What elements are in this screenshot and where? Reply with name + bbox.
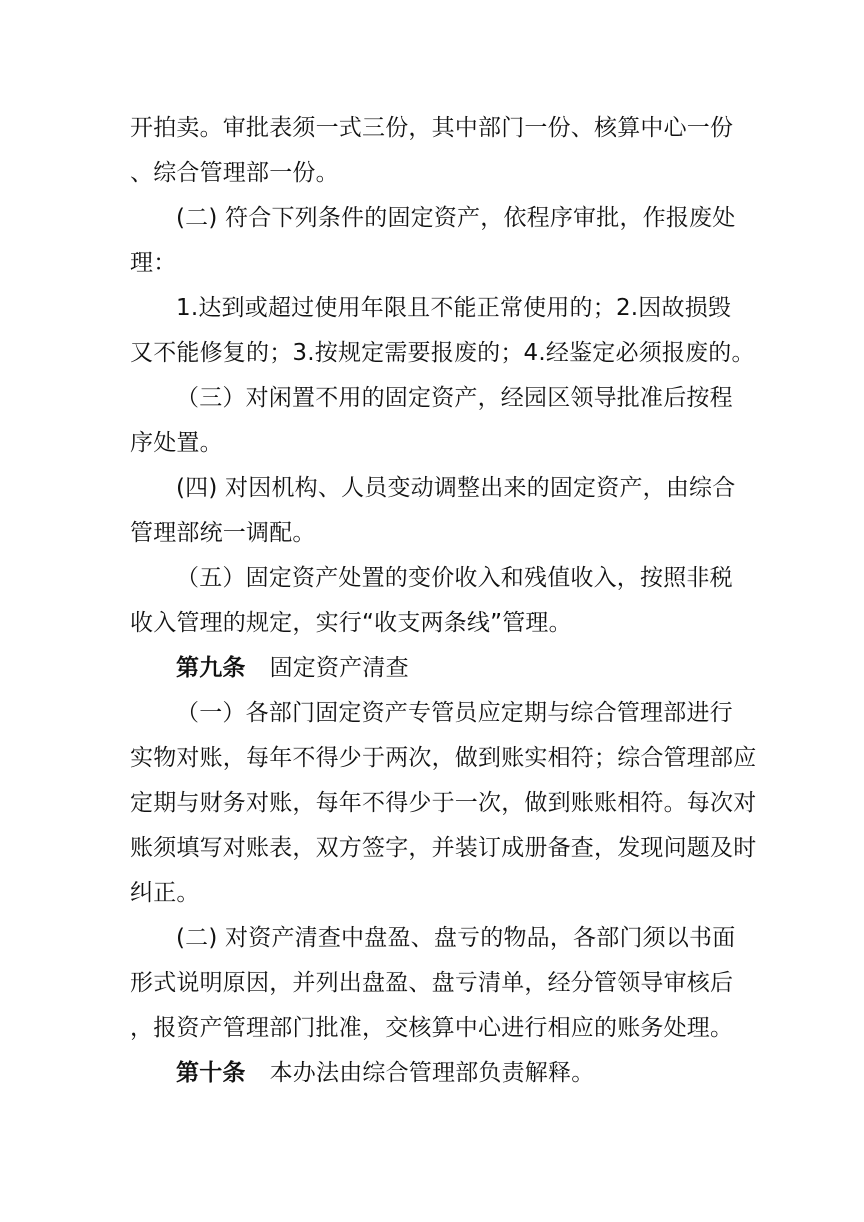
- article-heading: [176, 1057, 786, 1089]
- paragraph-line: 管理部统一调配。: [130, 520, 316, 546]
- paragraph-line: 序处置。: [130, 430, 223, 456]
- paragraph-line: (二) 符合下列条件的固定资产，依程序审批，作报废处: [176, 205, 736, 231]
- paragraph-line: ，报资产管理部门批准，交核算中心进行相应的账务处理。: [130, 1015, 734, 1041]
- paragraph-line: 纠正。: [130, 880, 200, 906]
- paragraph-line: 收入管理的规定，实行“收支两条线”管理。: [130, 610, 572, 636]
- article-title: 固定资产清查: [269, 655, 409, 681]
- paragraph-line: (二) 对资产清查中盘盈、盘亏的物品，各部门须以书面: [176, 925, 736, 951]
- article-heading: [176, 652, 786, 684]
- paragraph-line: 开拍卖。审批表须一式三份，其中部门一份、核算中心一份: [130, 115, 734, 141]
- paragraph-line: 定期与财务对账，每年不得少于一次，做到账账相符。每次对: [130, 790, 757, 816]
- paragraph-line: 形式说明原因，并列出盘盈、盘亏清单，经分管领导审核后: [130, 970, 734, 996]
- article-text: 本办法由综合管理部负责解释。: [269, 1060, 595, 1086]
- paragraph-line: 1.达到或超过使用年限且不能正常使用的；2.因故损毁: [176, 295, 732, 321]
- paragraph-line: 实物对账，每年不得少于两次，做到账实相符；综合管理部应: [130, 745, 757, 771]
- paragraph-line: 、综合管理部一份。: [130, 160, 339, 186]
- paragraph-line: （五）固定资产处置的变价收入和残值收入，按照非税: [176, 565, 733, 591]
- paragraph-line: 账须填写对账表，双方签字，并装订成册备查，发现问题及时: [130, 835, 757, 861]
- article-number: 第十条: [176, 1060, 246, 1086]
- paragraph-line: (四) 对因机构、人员变动调整出来的固定资产，由综合: [176, 475, 736, 501]
- paragraph-line: （一）各部门固定资产专管员应定期与综合管理部进行: [176, 700, 733, 726]
- article-number: 第九条: [176, 655, 246, 681]
- paragraph-line: 理：: [130, 250, 177, 276]
- paragraph-line: （三）对闲置不用的固定资产，经园区领导批准后按程: [176, 385, 733, 411]
- paragraph-line: 又不能修复的；3.按规定需要报废的；4.经鉴定必须报废的。: [130, 340, 755, 366]
